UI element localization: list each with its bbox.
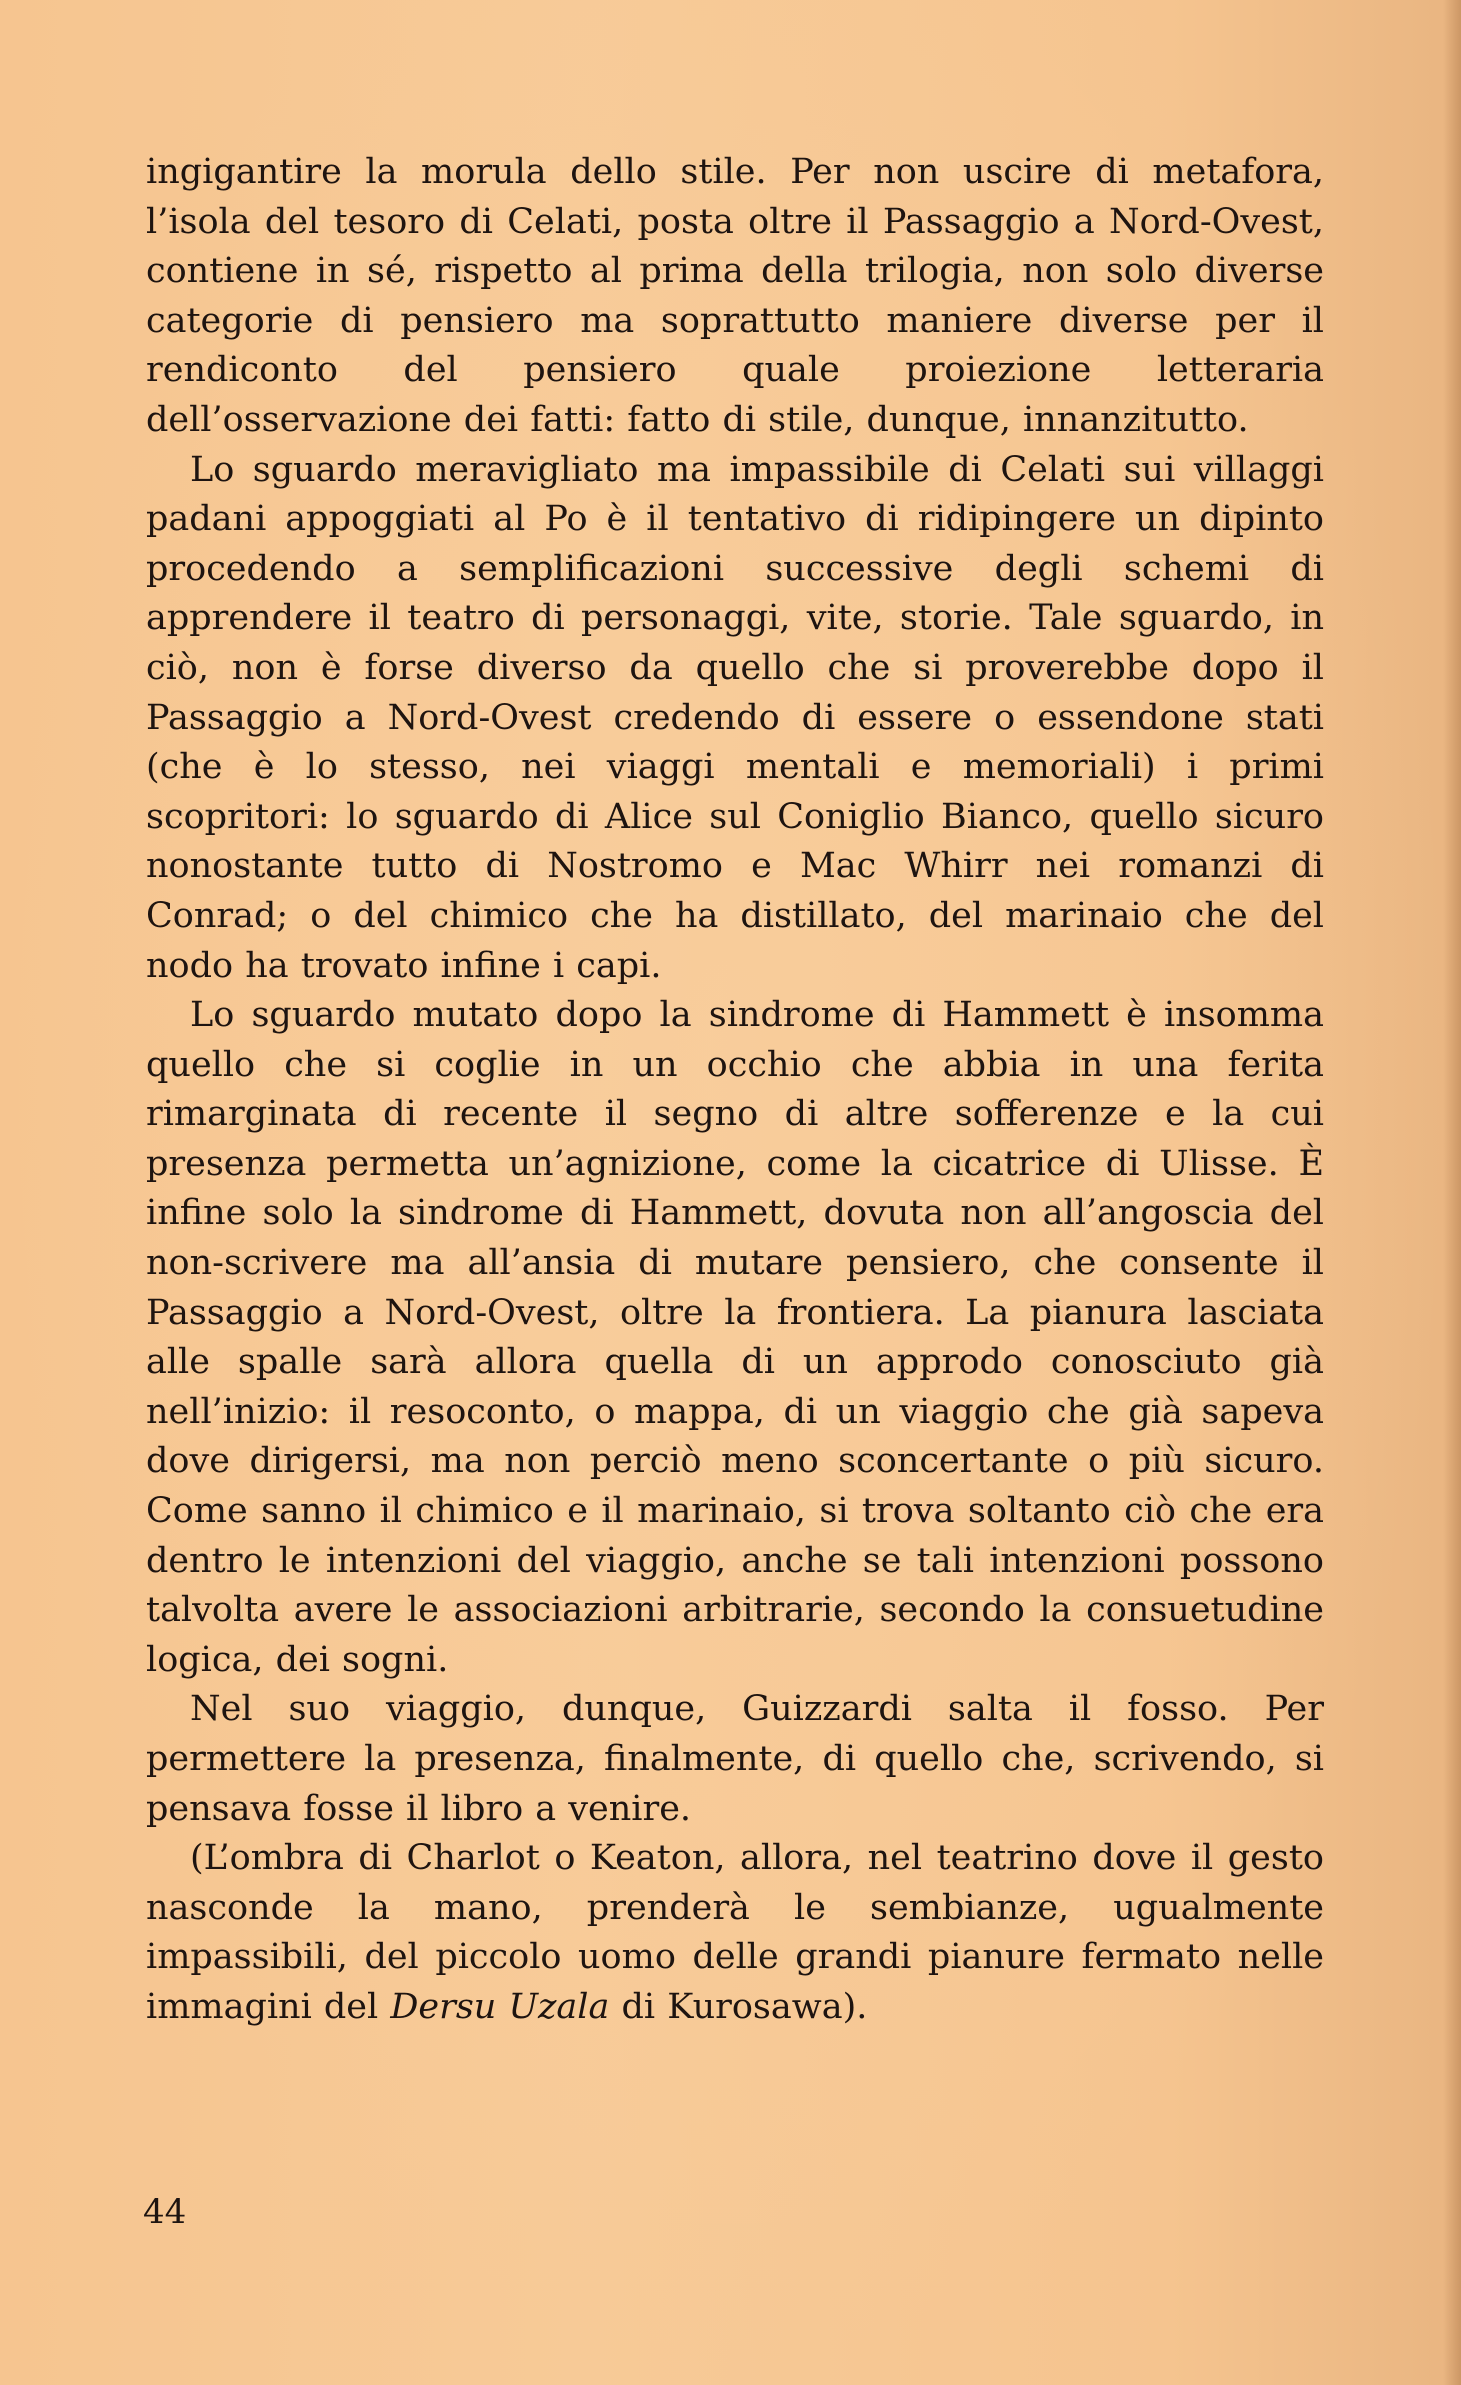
paragraph-1: ingigantire la morula dello stile. Per non uscire di metafora, l’isola del tesoro di Celati, posta oltre il Passaggio a Nord-Ovest, contiene in sé, rispetto al prima della trilogia, non solo diverse categorie di pensiero ma soprattutto maniere diverse per il rendiconto del pensiero quale proiezione letteraria dell’osservazione dei fatti: fatto di stile, dunque, innanzitutto. [146,152,1324,440]
film-title: Dersu Uzala [390,1986,610,2027]
paragraph-5 [146,1834,1324,2032]
page-number: 44 [143,2192,187,2232]
paragraph-5-text: (L’ombra di Charlot o Keaton, allora, nel teatrino dove il gesto nasconde la mano, prenderà le sembianze, ugualmente impassibili, del piccolo uomo delle grandi pianure fermato nelle immagini del [146,1838,1324,2027]
body-text [146,148,1324,2033]
paragraph-5-end: di Kurosawa). [609,1986,868,2027]
paragraph-4: Nel suo viaggio, dunque, Guizzardi salta il fosso. Per permettere la presenza, finalmente, di quello che, scrivendo, si pensava fosse il libro a venire. [146,1689,1324,1829]
paragraph-3: Lo sguardo mutato dopo la sindrome di Hammett è insomma quello che si coglie in un occhio che abbia in una ferita rimarginata di recente il segno di altre sofferenze e la cui presenza permetta un’agnizione, come la cicatrice di Ulisse. È infine solo la sindrome di Hammett, dovuta non all’angoscia del non-scrivere ma all’ansia di mutare pensiero, che consente il Passaggio a Nord-Ovest, oltre la frontiera. La pianura lasciata alle spalle sarà allora quella di un approdo conosciuto già nell’inizio: il resoconto, o mappa, di un viaggio che già sapeva dove dirigersi, ma non perciò meno sconcertante o più sicuro. Come sanno il chimico e il marinaio, si trova soltanto ciò che era dentro le intenzioni del viaggio, anche se tali intenzioni possono talvolta avere le associazioni arbitrarie, secondo la consuetudine logica, dei sogni. [146,995,1324,1680]
paragraph-2: Lo sguardo meravigliato ma impassibile di Celati sui villaggi padani appoggiati al Po è il tentativo di ridipingere un dipinto procedendo a semplificazioni successive degli schemi di apprendere il teatro di personaggi, vite, storie. Tale sguardo, in ciò, non è forse diverso da quello che si proverebbe dopo il Passaggio a Nord-Ovest credendo di essere o essendone stati (che è lo stesso, nei viaggi mentali e memoriali) i primi scopritori: lo sguardo di Alice sul Coniglio Bianco, quello sicuro nonostante tutto di Nostromo e Mac Whirr nei romanzi di Conrad; o del chimico che ha distillato, del marinaio che del nodo ha trovato infine i capi. [146,449,1324,986]
